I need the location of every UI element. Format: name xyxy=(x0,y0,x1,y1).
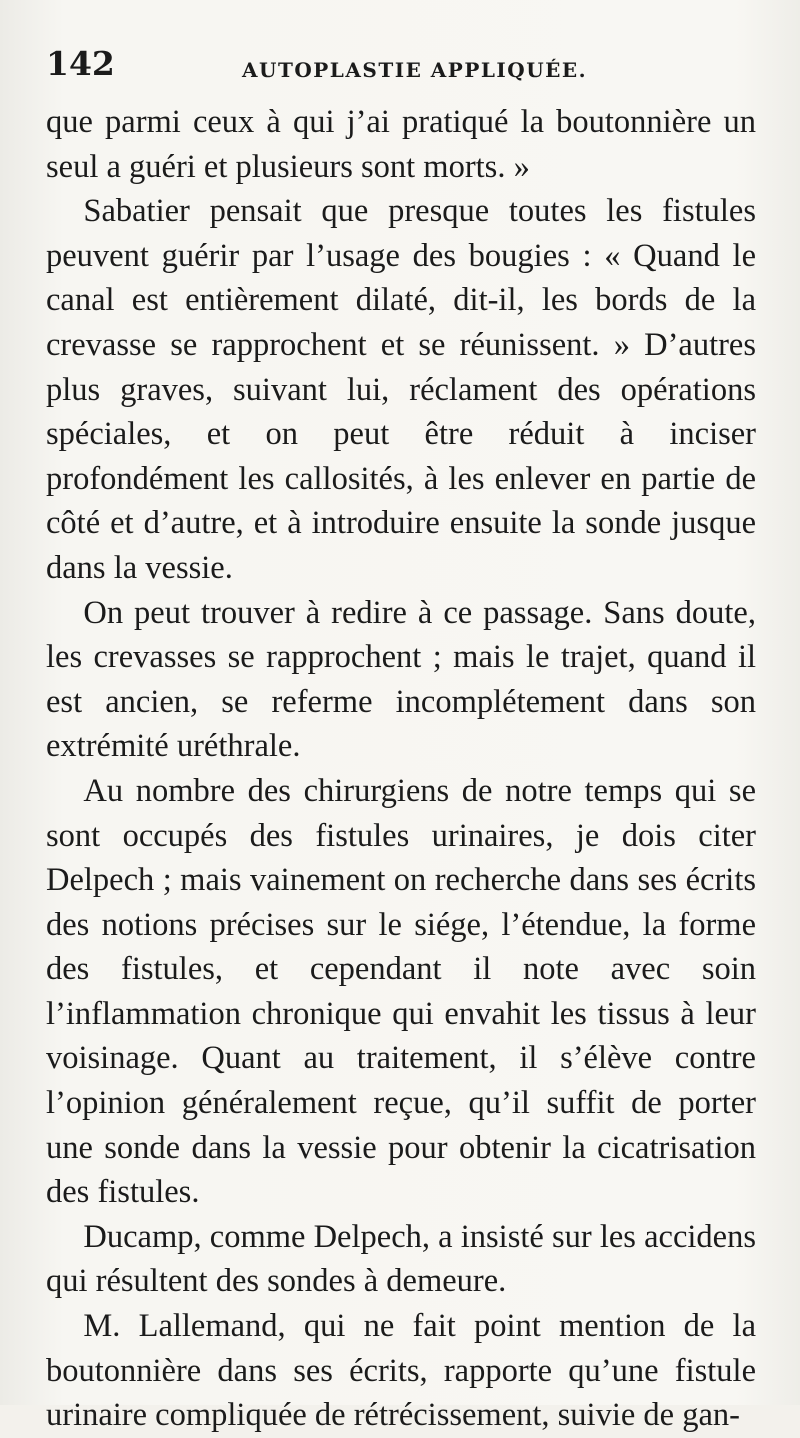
page-number: 142 xyxy=(46,44,115,83)
paragraph: On peut trouver à redire à ce passage. Sans doute, les crevasses se rapprochent ; mais le trajet, quand il est ancien, se referme incomplétement dans son extrémité uréthrale. xyxy=(46,594,756,765)
paragraph: Sabatier pensait que presque toutes les fistules peuvent guérir par l’usage des bougies : « Quand le canal est entièrement dilaté, dit-il, les bords de la crevasse se rapprochent et se réunissent. » D’autres plus graves, suivant lui, réclament des opérations spéciales, et on peut être réduit à inciser profondément les callosités, à les enlever en partie de côté et d’autre, et à introduire ensuite la sonde jusque dans la vessie. xyxy=(46,193,756,586)
running-title: AUTOPLASTIE APPLIQUÉE. xyxy=(242,58,588,82)
page-header xyxy=(46,44,752,94)
paragraph: Ducamp, comme Delpech, a insisté sur les accidens qui résultent des sondes à demeure. xyxy=(46,1218,756,1300)
body-text xyxy=(46,100,756,1438)
paragraph: Au nombre des chirurgiens de notre temps qui se sont occupés des fistules urinaires, je dois citer Delpech ; mais vainement on recherche dans ses écrits des notions précises sur le siége, l’étendue, la forme des fistules, et cependant il note avec soin l’inflammation chronique qui envahit les tissus à leur voisinage. Quant au traitement, il s’élève contre l’opinion généralement reçue, qu’il suffit de porter une sonde dans la vessie pour obtenir la cicatrisation des fistules. xyxy=(46,772,756,1211)
paragraph: M. Lallemand, qui ne fait point mention de la boutonnière dans ses écrits, rapporte qu’une fistule urinaire compliquée de rétrécissement, suivie de gan- xyxy=(46,1308,756,1434)
paragraph: que parmi ceux à qui j’ai pratiqué la boutonnière un seul a guéri et plusieurs sont morts. » xyxy=(46,104,756,185)
